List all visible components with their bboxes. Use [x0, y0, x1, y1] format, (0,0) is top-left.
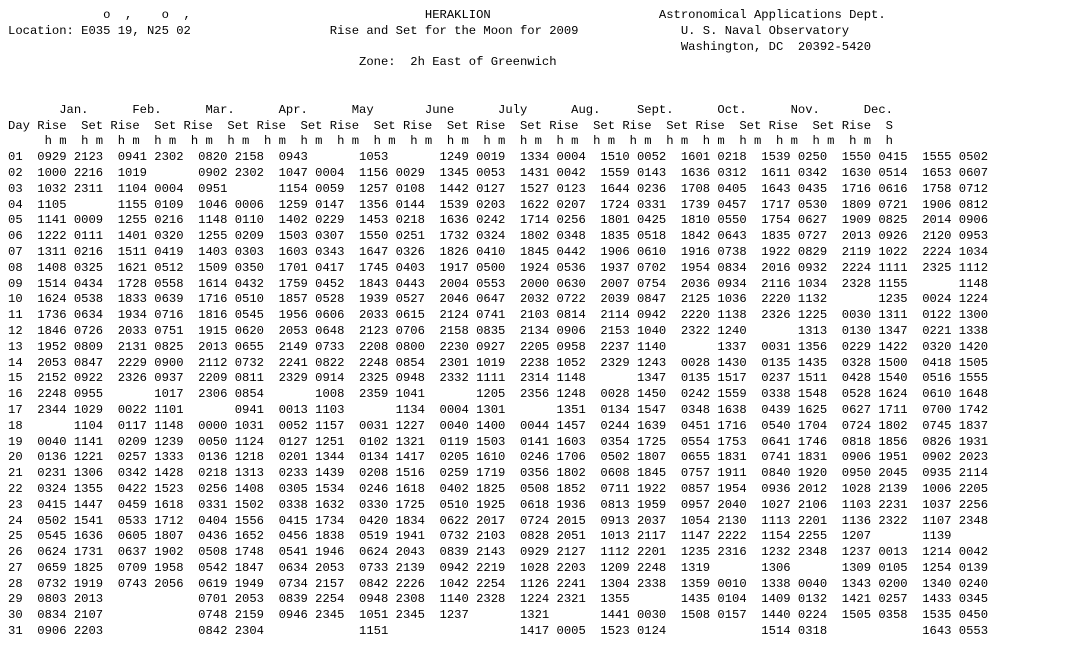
- table-row: 21 0231 1306 0342 1428 0218 1313 0233 1439 0208 1516 0259 1719 0356 1802 0608 1845 0757 1911 0840 1920 0950 2045 0935 2114: [8, 466, 989, 481]
- table-row: 02 1000 2216 1019 0902 2302 1047 0004 1156 0029 1345 0053 1431 0042 1559 0143 1636 0312 1611 0342 1630 0514 1653 0607: [8, 165, 989, 180]
- table-row: 29 0803 2013 0701 2053 0839 2254 0948 2308 1140 2328 1224 2321 1355 1435 0104 1409 0132 1421 0257 1433 0345: [8, 592, 989, 607]
- rise-set-header-row: Day Rise Set Rise Set Rise Set Rise Set Rise Set Rise Set Rise Set Rise Set Rise Set Rise Set Rise Set Rise S: [8, 118, 893, 133]
- table-row: 14 2053 0847 2229 0900 2112 0732 2241 0822 2248 0854 2301 1019 2238 1052 2329 1243 0028 1430 0135 1435 0328 1500 0418 1505: [8, 355, 989, 370]
- table-row: 22 0324 1355 0422 1523 0256 1408 0305 1534 0246 1618 0402 1825 0508 1852 0711 1922 0857 1954 0936 2012 1028 2139 1006 2205: [8, 481, 989, 496]
- table-row: 30 0834 2107 0748 2159 0946 2345 1051 2345 1237 1321 1441 0030 1508 0157 1440 0224 1505 0358 1535 0450: [8, 608, 989, 623]
- table-row: 10 1624 0538 1833 0639 1716 0510 1857 0528 1939 0527 2046 0647 2032 0722 2039 0847 2125 1036 2220 1132 1235 0024 1224: [8, 292, 989, 307]
- table-row: 11 1736 0634 1934 0716 1816 0545 1956 0606 2033 0615 2124 0741 2103 0814 2114 0942 2220 1138 2326 1225 0030 1311 0122 1300: [8, 308, 989, 323]
- header-line-2: Location: E035 19, N25 02 Rise and Set for the Moon for 2009 U. S. Naval Observatory: [8, 23, 850, 38]
- hm-header-row: h m h m h m h m h m h m h m h m h m h m h m h m h m h m h m h m h m h m h m h m h m h m h m h: [8, 134, 893, 149]
- blank-line: [8, 87, 1090, 103]
- table-row: 01 0929 2123 0941 2302 0820 2158 0943 1053 1249 0019 1334 0004 1510 0052 1601 0218 1539 0250 1550 0415 1555 0502: [8, 150, 989, 165]
- table-row: 18 1104 0117 1148 0000 1031 0052 1157 0031 1227 0040 1400 0044 1457 0244 1639 0451 1716 0540 1704 0724 1802 0745 1837: [8, 418, 989, 433]
- table-row: 06 1222 0111 1401 0320 1255 0209 1503 0307 1550 0251 1732 0324 1802 0348 1835 0518 1842 0643 1835 0727 2013 0926 2120 0953: [8, 229, 989, 244]
- table-row: 26 0624 1731 0637 1902 0508 1748 0541 1946 0624 2043 0839 2143 0929 2127 1112 2201 1235 2316 1232 2348 1237 0013 1214 0042: [8, 545, 989, 560]
- blank-line: [8, 71, 1090, 87]
- zone-line: Zone: 2h East of Greenwich: [8, 55, 557, 70]
- table-row: 07 1311 0216 1511 0419 1403 0303 1603 0343 1647 0326 1826 0410 1845 0442 1906 0610 1916 0738 1922 0829 2119 1022 2224 1034: [8, 244, 989, 259]
- table-row: 24 0502 1541 0533 1712 0404 1556 0415 1734 0420 1834 0622 2017 0724 2015 0913 2037 1054 2130 1113 2201 1136 2322 1107 2348: [8, 513, 989, 528]
- table-row: 31 0906 2203 0842 2304 1151 1417 0005 1523 0124 1514 0318 1643 0553: [8, 624, 989, 639]
- table-row: 27 0659 1825 0709 1958 0542 1847 0634 2053 0733 2139 0942 2219 1028 2203 1209 2248 1319 1306 1309 0105 1254 0139: [8, 560, 989, 575]
- table-row: 19 0040 1141 0209 1239 0050 1124 0127 1251 0102 1321 0119 1503 0141 1603 0354 1725 0554 1753 0641 1746 0818 1856 0826 1931: [8, 434, 989, 449]
- table-row: 15 2152 0922 2326 0937 2209 0811 2329 0914 2325 0948 2332 1111 2314 1148 1347 0135 1517 0237 1511 0428 1540 0516 1555: [8, 371, 989, 386]
- table-row: 09 1514 0434 1728 0558 1614 0432 1759 0452 1843 0443 2004 0553 2000 0630 2007 0754 2036 0934 2116 1034 2328 1155 1148: [8, 276, 989, 291]
- table-row: 04 1105 1155 0109 1046 0006 1259 0147 1356 0144 1539 0203 1622 0207 1724 0331 1739 0457 1717 0530 1809 0721 1906 0812: [8, 197, 989, 212]
- table-row: 05 1141 0009 1255 0216 1148 0110 1402 0229 1453 0218 1636 0242 1714 0256 1801 0425 1810 0550 1754 0627 1909 0825 2014 0906: [8, 213, 989, 228]
- month-header-row: Jan. Feb. Mar. Apr. May June July Aug. Sept. Oct. Nov. Dec.: [8, 102, 893, 117]
- table-row: 25 0545 1636 0605 1807 0436 1652 0456 1838 0519 1941 0732 2103 0828 2051 1013 2117 1147 2222 1154 2255 1207 1139: [8, 529, 952, 544]
- table-row: 28 0732 1919 0743 2056 0619 1949 0734 2157 0842 2226 1042 2254 1126 2241 1304 2338 1359 0010 1338 0040 1343 0200 1340 0240: [8, 576, 989, 591]
- table-row: 23 0415 1447 0459 1618 0331 1502 0338 1632 0330 1725 0510 1925 0618 1936 0813 1959 0957 2040 1027 2106 1103 2231 1037 2256: [8, 497, 989, 512]
- table-row: 03 1032 2311 1104 0004 0951 1154 0059 1257 0108 1442 0127 1527 0123 1644 0236 1708 0405 1643 0435 1716 0616 1758 0712: [8, 181, 989, 196]
- header-line-1: o , o , HERAKLION Astronomical Applications Dept.: [8, 8, 886, 22]
- table-row: 20 0136 1221 0257 1333 0136 1218 0201 1344 0134 1417 0205 1610 0246 1706 0502 1807 0655 1831 0741 1831 0906 1951 0902 2023: [8, 450, 989, 465]
- table-row: 13 1952 0809 2131 0825 2013 0655 2149 0733 2208 0800 2230 0927 2205 0958 2237 1140 1337 0031 1356 0229 1422 0320 1420: [8, 339, 989, 354]
- table-row: 12 1846 0726 2033 0751 1915 0620 2053 0648 2123 0706 2158 0835 2134 0906 2153 1040 2322 1240 1313 0130 1347 0221 1338: [8, 323, 989, 338]
- table-row: 17 2344 1029 0022 1101 0941 0013 1103 1134 0004 1301 1351 0134 1547 0348 1638 0439 1625 0627 1711 0700 1742: [8, 402, 989, 417]
- table-row: 08 1408 0325 1621 0512 1509 0350 1701 0417 1745 0403 1917 0500 1924 0536 1937 0702 1954 0834 2016 0932 2224 1111 2325 1112: [8, 260, 989, 275]
- table-row: 16 2248 0955 1017 2306 0854 1008 2359 1041 1205 2356 1248 0028 1450 0242 1559 0338 1548 0528 1624 0610 1648: [8, 387, 989, 402]
- header-line-3: Washington, DC 20392-5420: [8, 39, 872, 54]
